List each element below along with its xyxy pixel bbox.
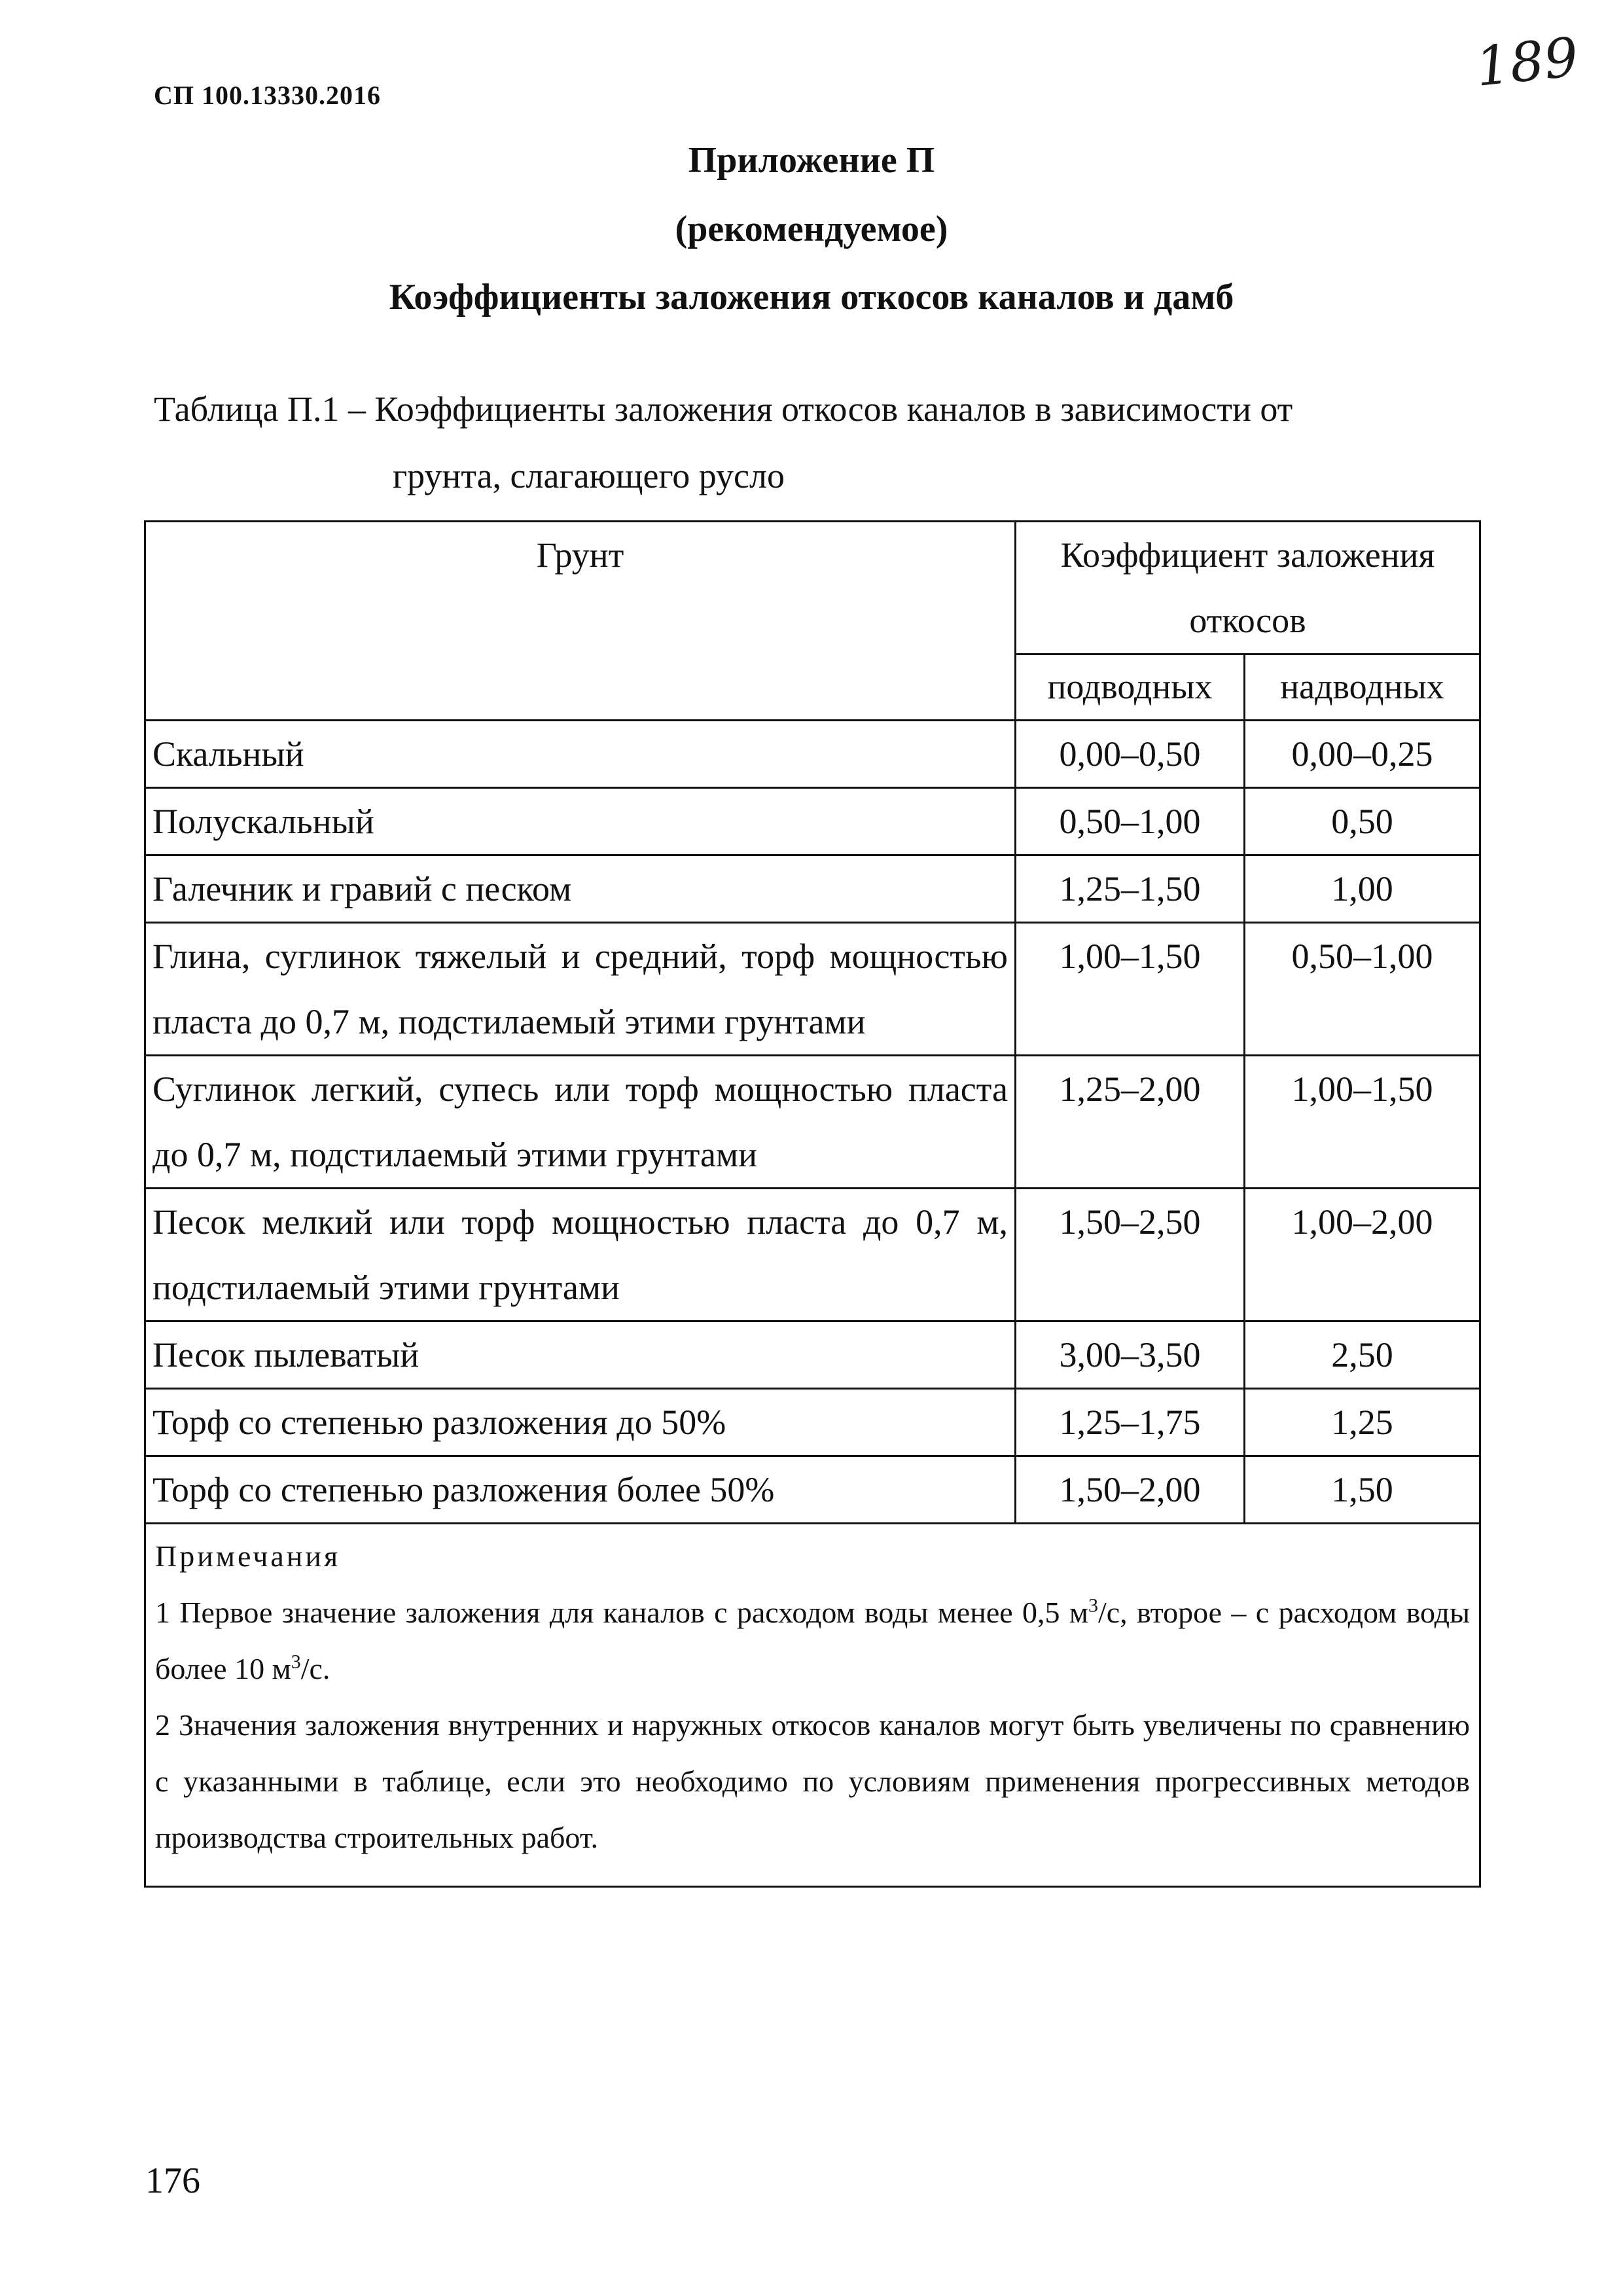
note-1-part-a: 1 Первое значение заложения для каналов с расходом воды менее 0,5 м bbox=[155, 1596, 1088, 1629]
note-1-part-b: /с, второе – с расходом воды более 10 м bbox=[155, 1596, 1470, 1685]
header-soil: Грунт bbox=[145, 522, 1016, 721]
appendix-type: (рекомендуемое) bbox=[675, 209, 948, 249]
table-row bbox=[145, 1189, 1480, 1321]
abovewater-cell: 1,00 bbox=[1245, 855, 1480, 923]
document-code: СП 100.13330.2016 bbox=[154, 81, 381, 110]
soil-cell: Песок пылеватый bbox=[145, 1321, 1016, 1389]
underwater-cell: 1,50–2,50 bbox=[1016, 1189, 1245, 1321]
table-row bbox=[145, 721, 1480, 788]
soil-cell: Песок мелкий или торф мощностью пласта до 0,7 м, подстилаемый этими грунтами bbox=[145, 1189, 1016, 1321]
abovewater-cell: 0,50–1,00 bbox=[1245, 923, 1480, 1056]
notes-cell bbox=[145, 1524, 1480, 1887]
underwater-cell: 0,50–1,00 bbox=[1016, 788, 1245, 855]
abovewater-cell: 0,00–0,25 bbox=[1245, 721, 1480, 788]
abovewater-cell: 1,25 bbox=[1245, 1389, 1480, 1456]
table-header-row bbox=[145, 522, 1480, 655]
soil-cell: Суглинок легкий, супесь или торф мощностью пласта до 0,7 м, подстилаемый этими грунтами bbox=[145, 1056, 1016, 1189]
soil-cell: Торф со степенью разложения до 50% bbox=[145, 1389, 1016, 1456]
notes-row bbox=[145, 1524, 1480, 1887]
underwater-cell: 3,00–3,50 bbox=[1016, 1321, 1245, 1389]
abovewater-cell: 2,50 bbox=[1245, 1321, 1480, 1389]
table-row bbox=[145, 788, 1480, 855]
table-row bbox=[145, 923, 1480, 1056]
soil-cell: Торф со степенью разложения более 50% bbox=[145, 1456, 1016, 1524]
note-1-part-c: /с. bbox=[300, 1652, 330, 1685]
underwater-cell: 1,50–2,00 bbox=[1016, 1456, 1245, 1524]
appendix-title: Приложение П bbox=[688, 140, 935, 181]
appendix-subject: Коэффициенты заложения откосов каналов и дамб bbox=[389, 277, 1234, 317]
soil-cell: Полускальный bbox=[145, 788, 1016, 855]
table-row bbox=[145, 855, 1480, 923]
handwritten-page-number: 189 bbox=[1472, 26, 1582, 99]
page-number: 176 bbox=[145, 2161, 200, 2201]
underwater-cell: 1,00–1,50 bbox=[1016, 923, 1245, 1056]
table-row bbox=[145, 1456, 1480, 1524]
abovewater-cell: 1,00–2,00 bbox=[1245, 1189, 1480, 1321]
slope-coefficient-table bbox=[144, 520, 1481, 1888]
header-abovewater: надводных bbox=[1245, 655, 1480, 721]
note-1-superscript: 3 bbox=[1088, 1594, 1098, 1617]
underwater-cell: 1,25–1,50 bbox=[1016, 855, 1245, 923]
abovewater-cell: 1,00–1,50 bbox=[1245, 1056, 1480, 1189]
underwater-cell: 1,25–2,00 bbox=[1016, 1056, 1245, 1189]
underwater-cell: 0,00–0,50 bbox=[1016, 721, 1245, 788]
table-row bbox=[145, 1389, 1480, 1456]
underwater-cell: 1,25–1,75 bbox=[1016, 1389, 1245, 1456]
notes-title: Примечания bbox=[155, 1539, 341, 1573]
soil-cell: Скальный bbox=[145, 721, 1016, 788]
table-caption-line-2: грунта, слагающего русло bbox=[393, 456, 785, 495]
header-underwater: подводных bbox=[1016, 655, 1245, 721]
note-1 bbox=[155, 1585, 1470, 1697]
table-row bbox=[145, 1056, 1480, 1189]
note-2: 2 Значения заложения внутренних и наружных откосов каналов могут быть увеличены по сравнению с указанными в таблице, если это необходимо по условиям применения прогрессивных методов производства строительных работ. bbox=[155, 1708, 1470, 1854]
table-row bbox=[145, 1321, 1480, 1389]
soil-cell: Глина, суглинок тяжелый и средний, торф мощностью пласта до 0,7 м, подстилаемый этими грунтами bbox=[145, 923, 1016, 1056]
note-1-superscript: 3 bbox=[291, 1651, 301, 1673]
soil-cell: Галечник и гравий с песком bbox=[145, 855, 1016, 923]
table-caption-line-1: Таблица П.1 – Коэффициенты заложения откосов каналов в зависимости от bbox=[154, 389, 1293, 429]
header-coefficient: Коэффициент заложения откосов bbox=[1016, 522, 1480, 655]
abovewater-cell: 0,50 bbox=[1245, 788, 1480, 855]
abovewater-cell: 1,50 bbox=[1245, 1456, 1480, 1524]
